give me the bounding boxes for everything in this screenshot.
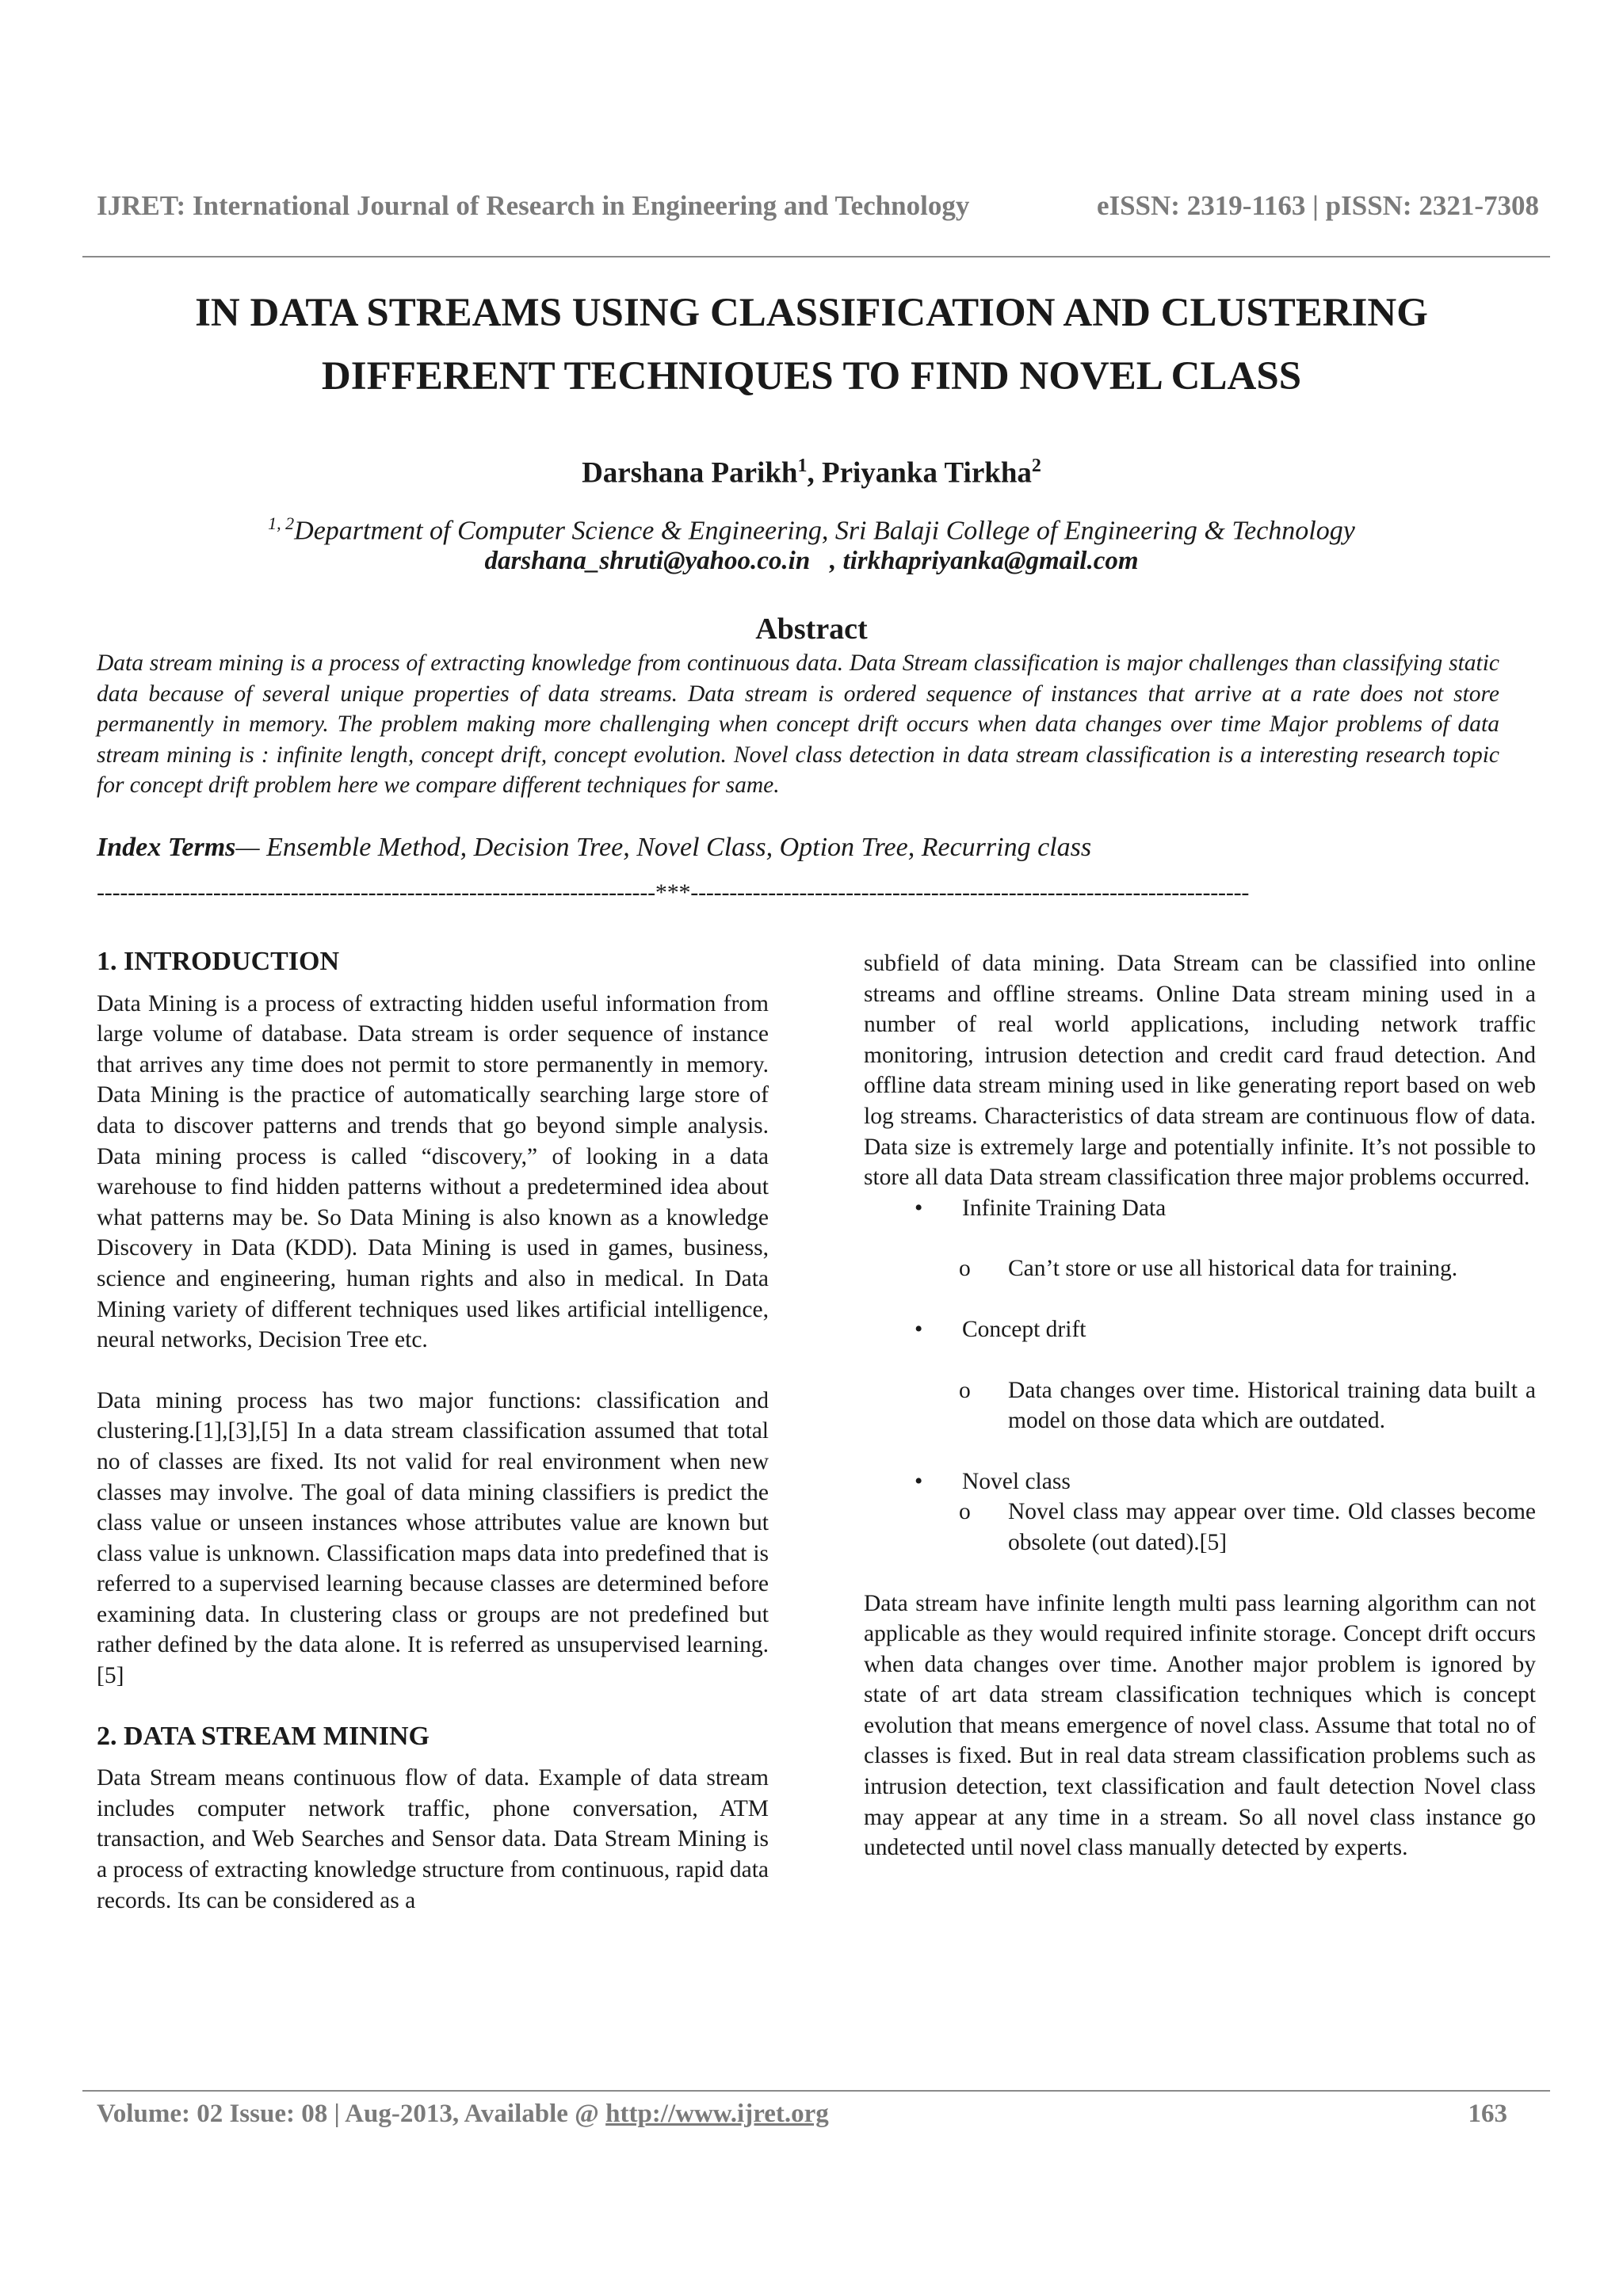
authors xyxy=(0,456,1623,490)
issn: eISSN: 2319-1163 | pISSN: 2321-7308 xyxy=(1096,190,1539,221)
sub-bullet-text: Novel class may appear over time. Old classes become obsolete (out dated).[5] xyxy=(1008,1499,1536,1555)
sub-bullet-text: Can’t store or use all historical data for training. xyxy=(1008,1256,1458,1282)
right-paragraph-1: subfield of data mining. Data Stream can be classified into online streams and offline streams. Online Data stream mining used in a number of real world applications, including network traffic monitoring, intrusion detection and credit card fraud detection. And offline data stream mining used in like generating report based on web log streams. Characteristics of data stream are continuous flow of data. Data size is extremely large and potentially infinite. It’s not possible to store all data Data stream classification three major problems occurred. xyxy=(864,951,1536,1191)
index-terms-text: — Ensemble Method, Decision Tree, Novel Class, Option Tree, Recurring class xyxy=(235,833,1092,862)
author-separator: , xyxy=(807,456,822,490)
bullet-mark: • xyxy=(915,1468,923,1494)
sub-bullet-mark: o xyxy=(959,1256,971,1282)
bullet-text: Concept drift xyxy=(962,1316,1086,1342)
sub-list-item xyxy=(864,1497,1536,1558)
data-stream-mining-heading: 2. DATA STREAM MINING xyxy=(97,1721,430,1751)
list-item xyxy=(864,1466,1536,1497)
right-column xyxy=(864,948,1536,1863)
introduction-heading: 1. INTRODUCTION xyxy=(97,947,340,976)
paragraph-gap xyxy=(97,1356,769,1386)
footer-rule xyxy=(82,2090,1550,2092)
affiliation-sup: 1, 2 xyxy=(268,513,295,533)
list-gap xyxy=(864,1345,1536,1375)
author-1: Darshana Parikh xyxy=(582,456,798,490)
journal-name: IJRET: International Journal of Research in Engineering and Technology xyxy=(97,190,970,221)
index-terms xyxy=(97,833,1539,863)
title-line-2: DIFFERENT TECHNIQUES TO FIND NOVEL CLASS xyxy=(321,354,1302,399)
title-line-1: IN DATA STREAMS USING CLASSIFICATION AND CLUSTERING xyxy=(195,291,1428,335)
sub-bullet-text: Data changes over time. Historical training data built a model on those data which are outdated. xyxy=(1008,1377,1536,1434)
list-gap xyxy=(864,1223,1536,1253)
paper-title xyxy=(0,281,1623,408)
journal-link[interactable]: http://www.ijret.org xyxy=(605,2100,829,2128)
bullet-mark: • xyxy=(915,1316,923,1342)
bullet-mark: • xyxy=(915,1195,923,1221)
bullet-text: Infinite Training Data xyxy=(962,1195,1167,1221)
author-1-sup: 1 xyxy=(797,456,808,476)
list-gap xyxy=(864,1558,1536,1589)
header-rule xyxy=(82,256,1550,257)
left-column xyxy=(97,947,769,1916)
affiliation xyxy=(0,513,1623,546)
sub-bullet-mark: o xyxy=(959,1377,971,1403)
section-separator: ------------------------------------------------------------------------***------------------------------------------------------------------------ xyxy=(97,879,1250,906)
introduction-paragraph-1: Data Mining is a process of extracting hidden useful information from large volume of database. Data stream is order sequence of instance that arrives any time does not permit to store permanently in memory. Data Mining is the practice of automatically searching large store of data to discover patterns and trends that go beyond simple analysis. Data mining process is called “discovery,” of looking in a data warehouse to find hidden patterns without a predetermined idea about what patterns may be. So Data Mining is also known as a knowledge Discovery in Data (KDD). Data Mining is used in games, business, science and engineering, human rights and also in medical. In Data Mining variety of different techniques used likes artificial intelligence, neural networks, Decision Tree etc. xyxy=(97,990,769,1353)
page-footer xyxy=(97,2100,1507,2129)
sub-bullet-mark: o xyxy=(959,1499,971,1525)
sub-list-item xyxy=(864,1375,1536,1436)
sub-list-item xyxy=(864,1253,1536,1284)
introduction-paragraph-2: Data mining process has two major functions: classification and clustering.[1],[3],[5] In a data stream classification assumed that total no of classes are fixed. Its not valid for real environment when new classes may involve. The goal of data mining classifiers is predict the class value or unseen instances whose attributes value are known but class value is unknown. Classification maps data into predefined that is referred to a supervised learning because classes are determined before examining data. In clustering class or groups are not predefined but rather defined by the data alone. It is referred as unsupervised learning. [5] xyxy=(97,1387,769,1689)
author-2-sup: 2 xyxy=(1031,456,1041,476)
list-gap xyxy=(864,1436,1536,1466)
affiliation-text: Department of Computer Science & Engineering, Sri Balaji College of Engineering & Technology xyxy=(294,516,1355,546)
list-gap xyxy=(864,1284,1536,1314)
list-item xyxy=(864,1193,1536,1224)
page-number: 163 xyxy=(1468,2100,1507,2128)
right-paragraph-2: Data stream have infinite length multi pass learning algorithm can not applicable as they would required infinite storage. Concept drift occurs when data changes over time. Another major problem is ignored by state of art data stream classification techniques which is concept evolution that means emergence of novel class. Assume that total no of classes is fixed. But in real data stream classification problems such as intrusion detection, text classification and fault detection Novel class may appear at any time in a stream. So all novel class instance go undetected until novel class manually detected by experts. xyxy=(864,1590,1536,1861)
list-item xyxy=(864,1314,1536,1345)
index-terms-label: Index Terms xyxy=(97,833,236,862)
author-emails: darshana_shruti@yahoo.co.in , tirkhapriyanka@gmail.com xyxy=(484,547,1139,575)
footer-volume: Volume: 02 Issue: 08 | Aug-2013, Available @ xyxy=(97,2100,606,2128)
section-gap xyxy=(97,1691,769,1722)
abstract-heading: Abstract xyxy=(755,612,868,646)
data-stream-mining-paragraph: Data Stream means continuous flow of data. Example of data stream includes computer network traffic, phone conversation, ATM transaction, and Web Searches and Sensor data. Data Stream Mining is a process of extracting knowledge structure from continuous, rapid data records. Its can be considered as a xyxy=(97,1765,769,1913)
author-2: Priyanka Tirkha xyxy=(821,456,1032,490)
bullet-text: Novel class xyxy=(962,1468,1071,1494)
abstract-body: Data stream mining is a process of extracting knowledge from continuous data. Data Stream classification is major challenges than classifying static data because of several unique properties of data streams. Data stream is ordered sequence of instances that arrive at a rate does not store permanently in memory. The problem making more challenging when concept drift occurs when data changes over time Major problems of data stream mining is : infinite length, concept drift, concept evolution. Novel class detection in data stream classification is a interesting research topic for concept drift problem here we compare different techniques for same. xyxy=(97,650,1499,798)
